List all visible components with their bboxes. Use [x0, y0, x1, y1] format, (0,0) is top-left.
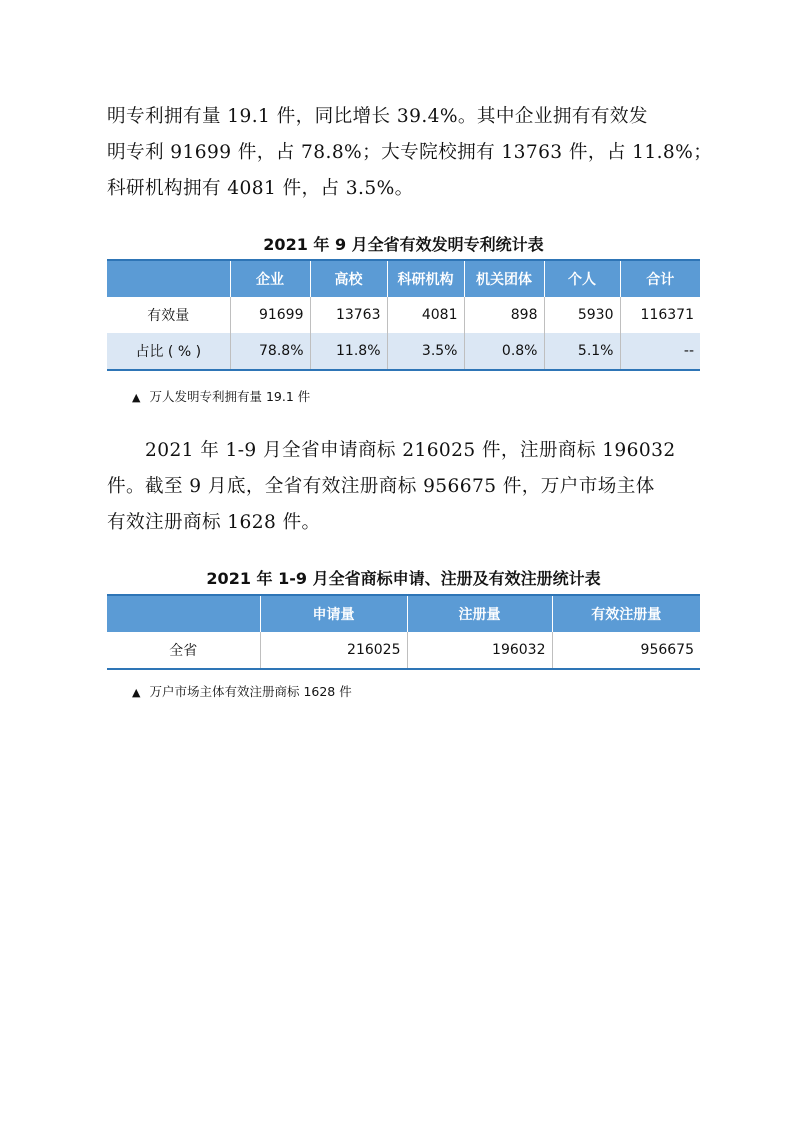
trademark-table-note	[132, 682, 352, 700]
table-cell: 4081	[387, 297, 464, 333]
table-row	[107, 297, 700, 333]
table-cell: 5930	[544, 297, 620, 333]
table-cell: 13763	[310, 297, 387, 333]
table-cell: 898	[464, 297, 544, 333]
table-row	[107, 333, 700, 370]
table-header-row	[107, 595, 700, 632]
table-cell: 0.8%	[464, 333, 544, 370]
note-text: 万人发明专利拥有量 19.1 件	[149, 389, 311, 404]
table-cell: 956675	[552, 632, 700, 669]
row-label: 全省	[107, 632, 260, 669]
header-cell-empty	[107, 595, 260, 632]
header-cell-research-institute: 科研机构	[387, 260, 464, 297]
header-cell-applications: 申请量	[260, 595, 407, 632]
table-cell: 216025	[260, 632, 407, 669]
paragraph-patents	[107, 99, 713, 207]
header-cell-enterprise: 企业	[230, 260, 310, 297]
table-cell: 116371	[640, 307, 694, 323]
table-header-row	[107, 260, 700, 297]
trademark-table-title: 2021 年 1-9 月全省商标申请、注册及有效注册统计表	[206, 569, 601, 588]
paragraph-line: 明专利 91699 件，占 78.8%；大专院校拥有 13763 件，占 11.8%；	[107, 142, 713, 163]
trademark-statistics-table	[107, 594, 700, 670]
triangle-icon: ▲	[132, 686, 141, 699]
row-label: 有效量	[107, 297, 230, 333]
table-cell: 196032	[407, 632, 552, 669]
paragraph-trademarks	[107, 433, 697, 541]
table-cell: 3.5%	[387, 333, 464, 370]
table-cell: 5.1%	[544, 333, 620, 370]
header-cell-registrations: 注册量	[407, 595, 552, 632]
header-cell-valid-registrations: 有效注册量	[552, 595, 700, 632]
patent-table-title: 2021 年 9 月全省有效发明专利统计表	[263, 235, 544, 254]
table-row	[107, 632, 700, 669]
header-cell-government: 机关团体	[464, 260, 544, 297]
paragraph-line: 件。截至 9 月底，全省有效注册商标 956675 件，万户市场主体	[107, 476, 655, 497]
row-label: 占比 ( % )	[107, 333, 230, 370]
header-cell-empty	[107, 260, 230, 297]
table-cell: 11.8%	[310, 333, 387, 370]
table-cell: 78.8%	[230, 333, 310, 370]
header-cell-total: 合计	[620, 260, 700, 297]
table-cell: --	[620, 333, 700, 370]
paragraph-line: 有效注册商标 1628 件。	[107, 512, 321, 533]
header-cell-university: 高校	[310, 260, 387, 297]
paragraph-line: 明专利拥有量 19.1 件，同比增长 39.4%。其中企业拥有有效发	[107, 106, 648, 127]
patent-table-note	[132, 387, 310, 405]
paragraph-line: 2021 年 1-9 月全省申请商标 216025 件，注册商标 196032	[107, 440, 676, 461]
note-text: 万户市场主体有效注册商标 1628 件	[149, 684, 352, 699]
triangle-icon: ▲	[132, 391, 141, 404]
patent-statistics-table	[107, 259, 700, 371]
table-cell: 91699	[230, 297, 310, 333]
header-cell-individual: 个人	[544, 260, 620, 297]
paragraph-line: 科研机构拥有 4081 件，占 3.5%。	[107, 178, 414, 199]
